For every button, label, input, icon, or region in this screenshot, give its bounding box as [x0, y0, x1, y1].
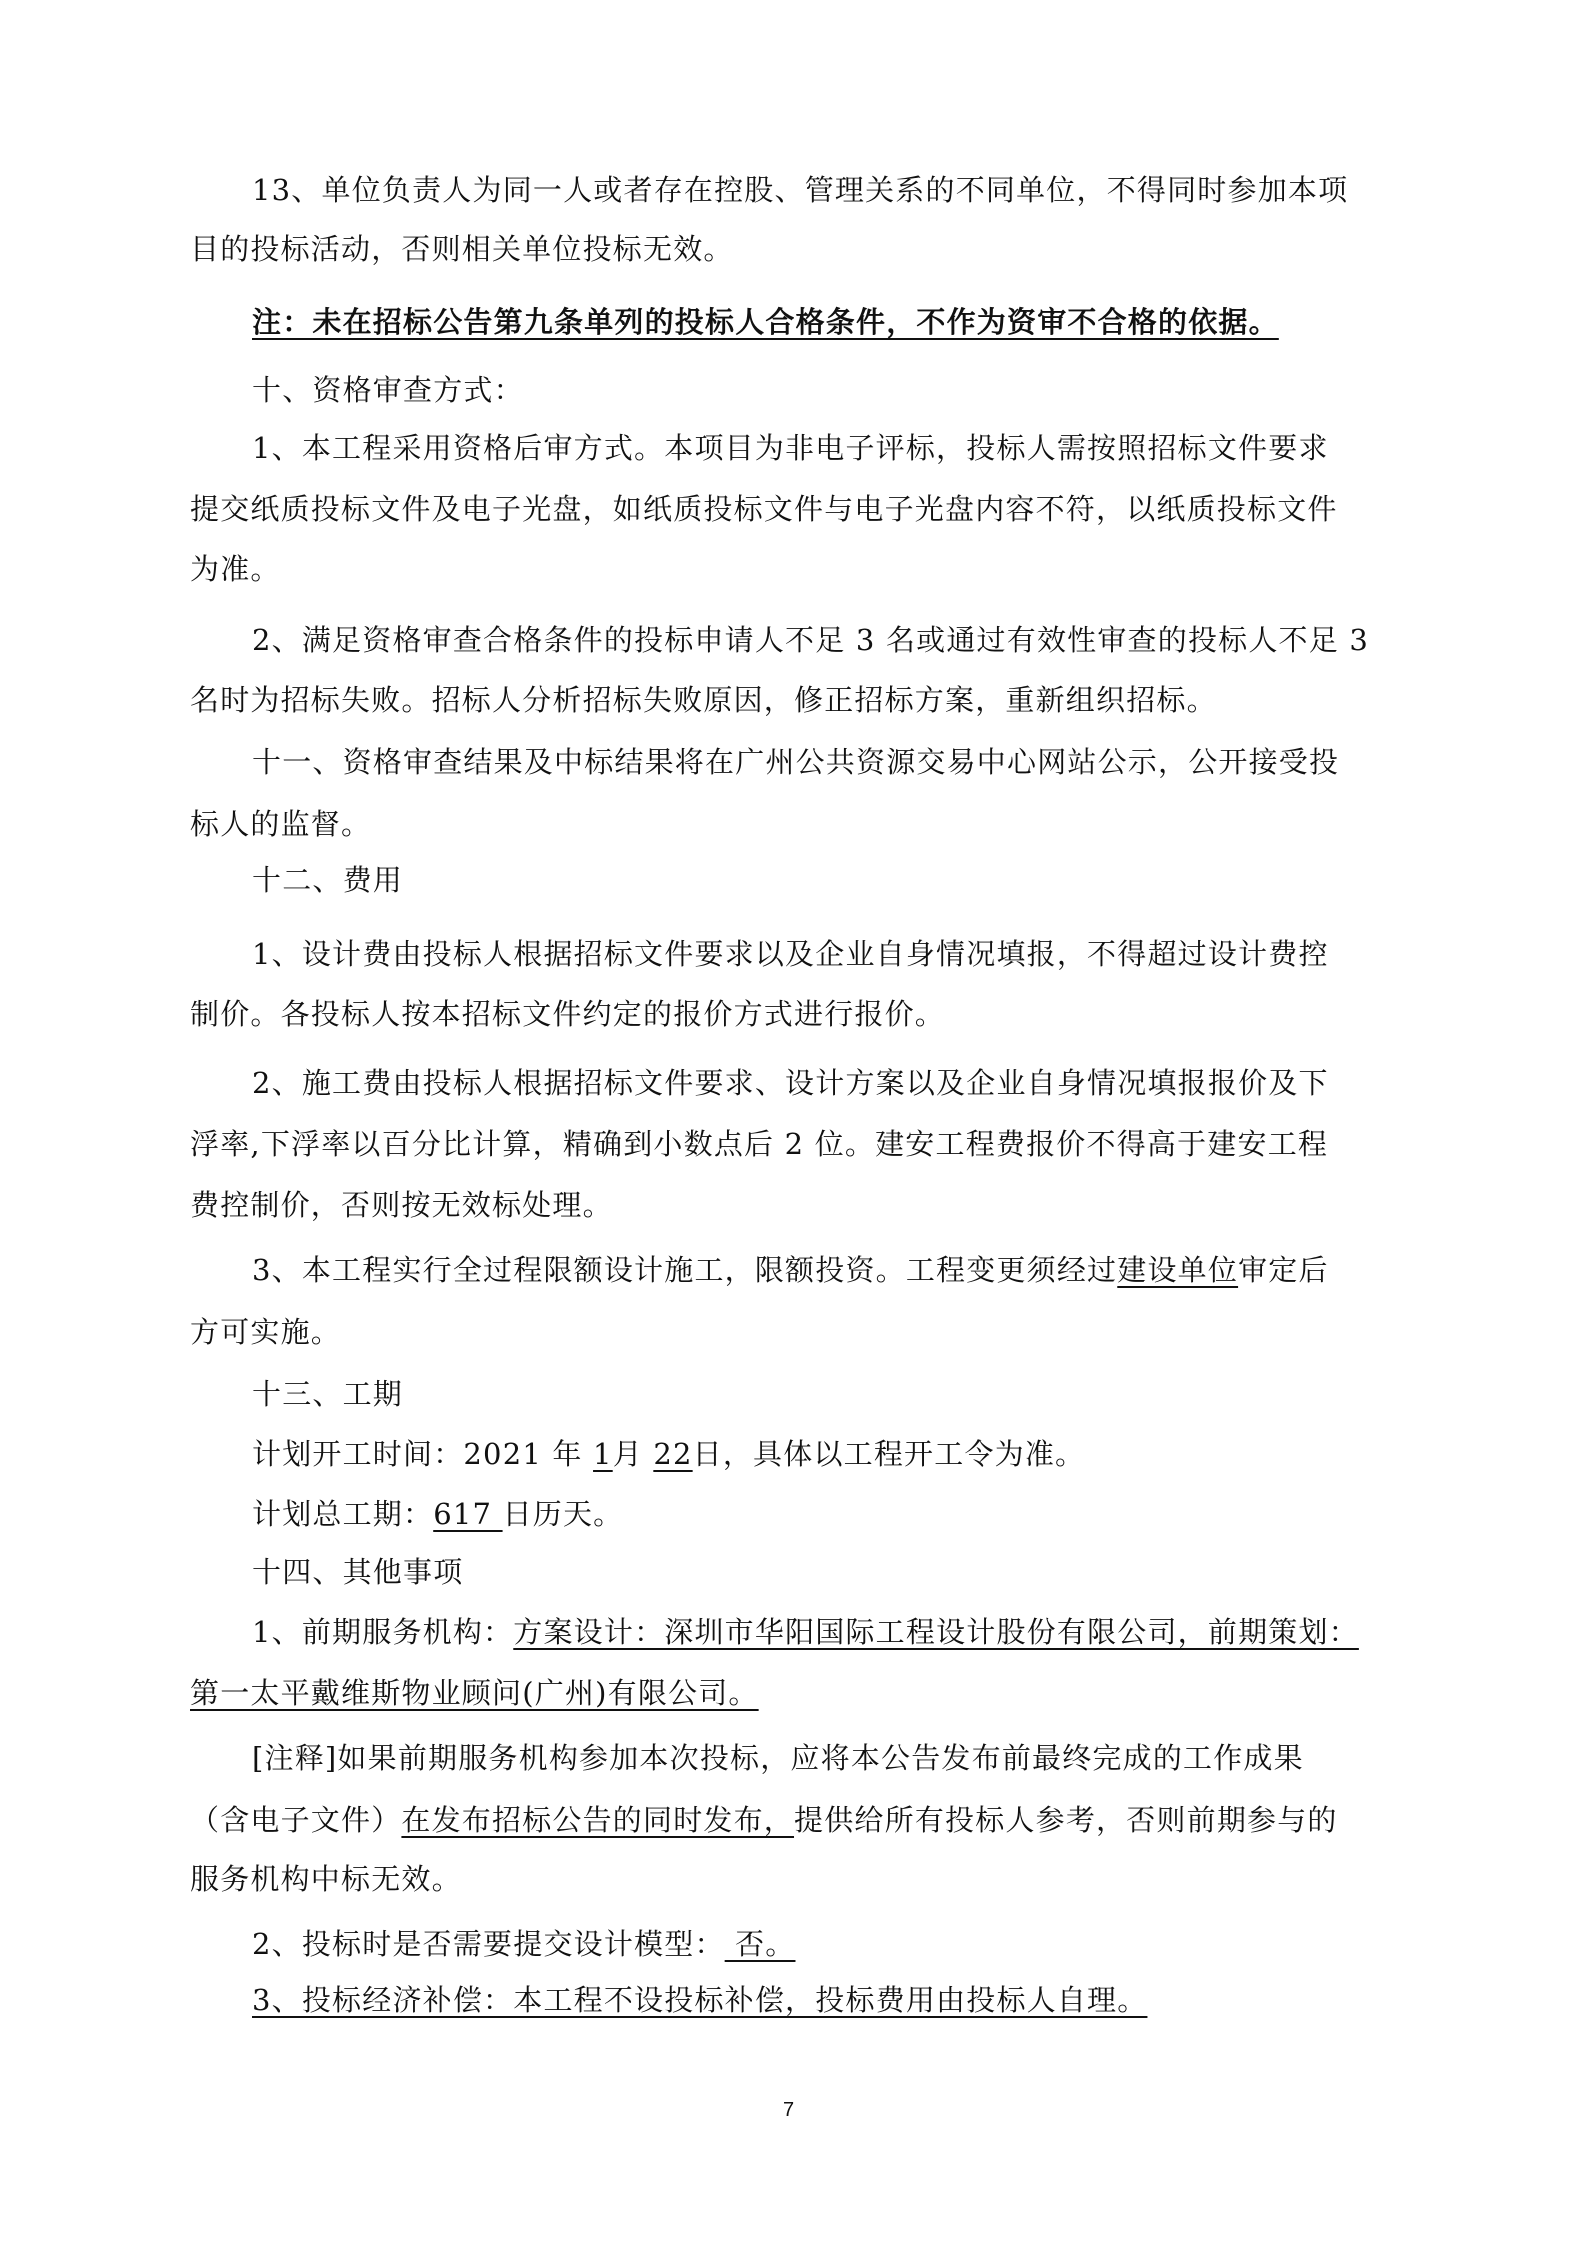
text-segment: 审定后	[1238, 1253, 1329, 1287]
prior-service-agency-underlined: 方案设计：深圳市华阳国际工程设计股份有限公司，前期策划：	[513, 1615, 1359, 1649]
page-number: 7	[783, 2099, 795, 2121]
section-12-item-2-line-1: 2、施工费由投标人根据招标文件要求、设计方案以及企业自身情况填报报价及下	[252, 1066, 1329, 1100]
text-segment: 计划开工时间：2021 年	[252, 1437, 594, 1471]
design-model-answer-underlined: 否。	[724, 1927, 796, 1961]
start-day-underlined: 22	[653, 1437, 693, 1471]
section-12-item-3-line-1	[252, 1250, 1329, 1290]
section-14-item-3	[252, 1980, 1147, 2020]
section-11-line-2: 标人的监督。	[190, 807, 372, 841]
section-10-item-2-line-1: 2、满足资格审查合格条件的投标申请人不足 3 名或通过有效性审查的投标人不足 3	[252, 623, 1370, 657]
section-13-heading: 十三、工期	[252, 1377, 404, 1411]
duration-days-underlined: 617	[433, 1497, 503, 1531]
section-10-item-1-line-1: 1、本工程采用资格后审方式。本项目为非电子评标，投标人需按照招标文件要求	[252, 431, 1329, 465]
section-12-heading: 十二、费用	[252, 863, 404, 897]
annotation-line-2	[190, 1800, 1338, 1840]
text-segment: 2、投标时是否需要提交设计模型：	[252, 1927, 725, 1961]
section-10-item-2-line-2: 名时为招标失败。招标人分析招标失败原因，修正招标方案，重新组织招标。	[190, 683, 1217, 717]
bid-compensation-underlined: 3、投标经济补偿：本工程不设投标补偿，投标费用由投标人自理。	[252, 1983, 1148, 2017]
text-segment: （含电子文件）	[190, 1803, 402, 1837]
construction-unit-underlined: 建设单位	[1117, 1253, 1239, 1287]
note-qualification: 注：未在招标公告第九条单列的投标人合格条件，不作为资审不合格的依据。	[252, 305, 1279, 339]
section-14-item-1-line-1	[252, 1612, 1359, 1652]
section-11-line-1: 十一、资格审查结果及中标结果将在广州公共资源交易中心网站公示，公开接受投	[252, 745, 1340, 779]
start-month-underlined: 1	[593, 1437, 613, 1471]
planned-start-date	[252, 1434, 1085, 1474]
annotation-line-1: [注释]如果前期服务机构参加本次投标，应将本公告发布前最终完成的工作成果	[252, 1741, 1304, 1775]
text-segment: 提供给所有投标人参考，否则前期参与的	[794, 1803, 1338, 1837]
section-10-item-1-line-3: 为准。	[190, 552, 281, 586]
text-segment: 计划总工期：	[252, 1497, 434, 1531]
planned-total-duration	[252, 1494, 623, 1534]
section-12-item-2-line-3: 费控制价，否则按无效标处理。	[190, 1188, 613, 1222]
text-segment: 日历天。	[502, 1497, 624, 1531]
section-12-item-1-line-2: 制价。各投标人按本招标文件约定的报价方式进行报价。	[190, 997, 946, 1031]
section-14-item-1-line-2	[190, 1673, 759, 1713]
text-segment: 1、前期服务机构：	[252, 1615, 514, 1649]
publish-simultaneously-underlined: 在发布招标公告的同时发布，	[401, 1803, 795, 1837]
section-10-heading: 十、资格审查方式：	[252, 373, 524, 407]
paragraph-13-line-1: 13、单位负责人为同一人或者存在控股、管理关系的不同单位，不得同时参加本项	[252, 173, 1349, 207]
section-12-item-1-line-1: 1、设计费由投标人根据招标文件要求以及企业自身情况填报，不得超过设计费控	[252, 937, 1329, 971]
prior-service-agency-underlined-2: 第一太平戴维斯物业顾问(广州)有限公司。	[190, 1676, 759, 1710]
section-12-item-2-line-2: 浮率,下浮率以百分比计算，精确到小数点后 2 位。建安工程费报价不得高于建安工程	[190, 1127, 1329, 1161]
section-12-item-3-line-2: 方可实施。	[190, 1315, 342, 1349]
text-segment: 3、本工程实行全过程限额设计施工，限额投资。工程变更须经过	[252, 1253, 1118, 1287]
text-segment: 月	[612, 1437, 654, 1471]
text-segment: 日，具体以工程开工令为准。	[692, 1437, 1086, 1471]
section-14-item-2	[252, 1924, 795, 1964]
section-14-heading: 十四、其他事项	[252, 1555, 464, 1589]
annotation-line-3: 服务机构中标无效。	[190, 1862, 462, 1896]
section-10-item-1-line-2: 提交纸质投标文件及电子光盘，如纸质投标文件与电子光盘内容不符，以纸质投标文件	[190, 492, 1338, 526]
paragraph-13-line-2: 目的投标活动，否则相关单位投标无效。	[190, 232, 734, 266]
